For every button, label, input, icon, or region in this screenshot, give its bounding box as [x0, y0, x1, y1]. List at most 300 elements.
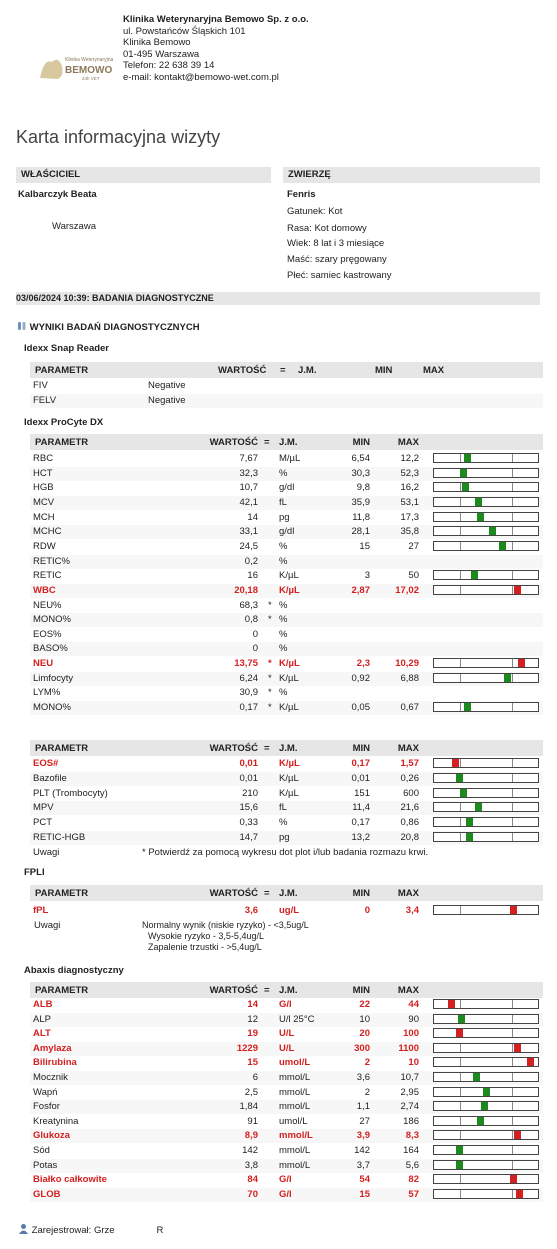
param-unit: K/µL	[279, 673, 299, 684]
range-gauge	[433, 512, 539, 522]
param-name: FELV	[33, 395, 57, 406]
param-name: Białko całkowite	[33, 1174, 107, 1185]
col-eq: =	[264, 743, 270, 754]
param-min: 22	[359, 999, 370, 1010]
section-title: Idexx ProCyte DX	[24, 417, 104, 428]
col-value: WARTOŚĆ	[209, 985, 258, 996]
param-name: FIV	[33, 380, 48, 391]
gauge-marker	[452, 759, 459, 767]
col-max: MAX	[423, 365, 445, 376]
gauge-tick	[512, 1117, 513, 1125]
col-min: MIN	[352, 985, 370, 996]
col-value: WARTOŚĆ	[209, 743, 258, 754]
col-eq: =	[280, 365, 286, 376]
col-max: MAX	[397, 437, 419, 448]
param-value: 15	[247, 1057, 258, 1068]
gauge-tick	[460, 1044, 461, 1052]
gauge-tick	[512, 571, 513, 579]
gauge-tick	[512, 1015, 513, 1023]
param-max: 50	[408, 570, 419, 581]
gauge-tick	[460, 586, 461, 594]
animal-header: ZWIERZĘ	[283, 167, 540, 183]
param-value: 0	[252, 643, 258, 654]
range-gauge	[433, 541, 539, 551]
param-value: 0,8	[244, 614, 258, 625]
clinic-email: e-mail: kontakt@bemowo-wet.com.pl	[123, 71, 279, 83]
param-unit: U/L	[279, 1028, 295, 1039]
param-name: Glukoza	[33, 1130, 70, 1141]
param-min: 2	[364, 1087, 370, 1098]
gauge-marker	[489, 527, 496, 535]
param-unit: K/µL	[279, 585, 300, 596]
col-min: MIN	[352, 888, 370, 899]
gauge-tick	[460, 1000, 461, 1008]
param-unit: G/l	[279, 999, 292, 1010]
param-value: 1,84	[239, 1101, 258, 1112]
param-name: PLT (Trombocyty)	[33, 788, 108, 799]
param-unit: K/µL	[279, 773, 299, 784]
param-unit: mmol/L	[279, 1072, 311, 1083]
param-max: 100	[403, 1028, 419, 1039]
gauge-tick	[512, 789, 513, 797]
gauge-marker	[466, 818, 473, 826]
range-gauge	[433, 788, 539, 798]
param-min: 10	[359, 1014, 370, 1025]
param-unit: fL	[279, 497, 287, 508]
param-max: 5,6	[405, 1160, 419, 1171]
flag-star: *	[268, 658, 272, 669]
flag-star: *	[268, 687, 272, 698]
results-title-text: WYNIKI BADAŃ DIAGNOSTYCZNYCH	[29, 322, 200, 333]
notes-label: Uwagi	[34, 920, 61, 931]
table-header	[30, 885, 543, 901]
param-min: 15	[359, 541, 370, 552]
flag-star: *	[268, 600, 272, 611]
section-title: Idexx Snap Reader	[24, 343, 110, 354]
gauge-tick	[460, 703, 461, 711]
gauge-tick	[512, 1190, 513, 1198]
gauge-marker	[516, 1190, 523, 1198]
param-min: 15	[359, 1189, 370, 1200]
param-unit: pg	[279, 512, 290, 523]
param-name: GLOB	[33, 1189, 61, 1200]
range-gauge	[433, 802, 539, 812]
param-value: 13,75	[234, 658, 258, 669]
gauge-tick	[460, 498, 461, 506]
gauge-marker	[514, 586, 521, 594]
param-min: 11,4	[352, 802, 370, 813]
col-eq: =	[264, 985, 270, 996]
param-value: 16	[247, 570, 258, 581]
range-gauge	[433, 453, 539, 463]
svg-text:24h VET: 24h VET	[82, 76, 100, 81]
gauge-marker	[477, 513, 484, 521]
gauge-marker	[514, 1044, 521, 1052]
table-row	[30, 846, 543, 860]
param-name: ALT	[33, 1028, 51, 1039]
param-min: 54	[359, 1174, 370, 1185]
param-max: 2,74	[400, 1101, 419, 1112]
param-value: 0,2	[244, 556, 258, 567]
param-unit: %	[279, 468, 288, 479]
gauge-marker	[475, 498, 482, 506]
gauge-marker	[464, 454, 471, 462]
param-max: 164	[403, 1145, 419, 1156]
param-min: 13,2	[351, 832, 370, 843]
col-unit: J.M.	[279, 743, 298, 754]
animal-name: Fenris	[287, 189, 316, 200]
note-line: Zapalenie trzustki - >5,4ug/L	[148, 942, 262, 952]
gauge-tick	[460, 1175, 461, 1183]
param-value: 14,7	[239, 832, 258, 843]
param-min: 2,3	[356, 658, 370, 669]
param-unit: mmol/L	[279, 1087, 311, 1098]
param-value: 1229	[236, 1043, 258, 1054]
param-min: 3,6	[356, 1072, 370, 1083]
clinic-street: ul. Powstańców Śląskich 101	[123, 25, 246, 37]
param-name: RETIC-HGB	[33, 832, 86, 843]
param-unit: fL	[279, 802, 287, 813]
param-name: RETIC	[33, 570, 62, 581]
col-min: MIN	[375, 365, 393, 376]
gauge-marker	[510, 906, 517, 914]
param-min: 1,1	[356, 1101, 370, 1112]
gauge-tick	[460, 483, 461, 491]
svg-text:Klinika Weterynaryjna: Klinika Weterynaryjna	[65, 57, 114, 63]
col-unit: J.M.	[279, 985, 298, 996]
param-name: MONO%	[33, 614, 71, 625]
range-gauge	[433, 570, 539, 580]
gauge-marker	[456, 774, 463, 782]
param-min: 3	[364, 570, 370, 581]
range-gauge	[433, 526, 539, 536]
test-tube-icon	[17, 321, 27, 331]
param-max: 3,4	[405, 905, 419, 916]
param-min: 28,1	[351, 526, 370, 537]
range-gauge	[433, 1174, 539, 1184]
registered-by: Zarejestrował: Grze	[31, 1225, 115, 1236]
gauge-tick	[460, 803, 461, 811]
param-value: Negative	[148, 380, 186, 391]
param-value: 91	[247, 1116, 258, 1127]
param-max: 186	[403, 1116, 419, 1127]
param-min: 0,17	[351, 758, 370, 769]
param-unit: g/dl	[279, 526, 295, 537]
param-max: 2,95	[400, 1087, 419, 1098]
param-value: 20,18	[234, 585, 258, 596]
param-name: ALP	[33, 1014, 51, 1025]
clinic-logo-graphic	[38, 52, 120, 82]
param-min: 151	[354, 788, 370, 799]
param-name: NEU%	[33, 600, 62, 611]
param-max: 16,2	[400, 482, 419, 493]
param-name: Kreatynina	[33, 1116, 79, 1127]
gauge-marker	[527, 1058, 534, 1066]
table-row	[30, 555, 543, 569]
param-min: 6,54	[351, 453, 370, 464]
gauge-tick	[460, 1117, 461, 1125]
note-line: Wysokie ryzyko - 3,5-5,4ug/L	[148, 931, 264, 941]
gauge-marker	[514, 1131, 521, 1139]
page-title: Karta informacyjna wizyty	[16, 127, 221, 147]
param-name: Limfocyty	[33, 673, 74, 684]
gauge-tick	[512, 454, 513, 462]
clinic-logo	[38, 52, 120, 82]
param-min: 27	[359, 1116, 370, 1127]
gauge-tick	[460, 527, 461, 535]
param-min: 300	[354, 1043, 370, 1054]
param-unit: umol/L	[279, 1057, 311, 1068]
param-value: Negative	[148, 395, 186, 406]
col-value: WARTOŚĆ	[218, 365, 267, 376]
param-unit: M/µL	[279, 453, 301, 464]
param-value: 0,01	[239, 773, 258, 784]
param-unit: %	[279, 541, 288, 552]
param-name: Fosfor	[33, 1101, 60, 1112]
param-max: 1100	[398, 1043, 419, 1054]
param-value: 15,6	[239, 802, 258, 813]
gauge-tick	[512, 1029, 513, 1037]
gauge-tick	[512, 833, 513, 841]
gauge-tick	[512, 774, 513, 782]
param-value: 42,1	[239, 497, 258, 508]
param-name: ALB	[33, 999, 53, 1010]
gauge-tick	[512, 703, 513, 711]
param-min: 0,05	[351, 702, 370, 713]
gauge-marker	[460, 789, 467, 797]
param-name: Amylaza	[33, 1043, 72, 1054]
range-gauge	[433, 673, 539, 683]
flag-star: *	[268, 673, 272, 684]
param-max: 27	[408, 541, 419, 552]
range-gauge	[433, 1160, 539, 1170]
gauge-tick	[460, 1131, 461, 1139]
param-unit: U/L	[279, 1043, 295, 1054]
param-value: 6	[252, 1072, 258, 1083]
param-max: 21,6	[400, 802, 419, 813]
param-max: 90	[408, 1014, 419, 1025]
table-header	[30, 740, 543, 756]
gauge-tick	[512, 818, 513, 826]
param-name: Uwagi	[33, 847, 60, 858]
param-value: 6,24	[239, 673, 258, 684]
param-min: 35,9	[351, 497, 370, 508]
range-gauge	[433, 482, 539, 492]
gauge-tick	[460, 1058, 461, 1066]
param-min: 0	[364, 905, 370, 916]
param-max: 10,7	[400, 1072, 419, 1083]
gauge-tick	[512, 1161, 513, 1169]
param-min: 142	[354, 1145, 370, 1156]
gauge-tick	[512, 1102, 513, 1110]
param-value: 14	[247, 512, 258, 523]
param-min: 3,9	[356, 1130, 370, 1141]
param-value: 33,1	[239, 526, 258, 537]
gauge-tick	[460, 542, 461, 550]
param-max: 10	[408, 1057, 419, 1068]
param-min: 0,92	[351, 673, 370, 684]
param-name: MCV	[33, 497, 55, 508]
range-gauge	[433, 1101, 539, 1111]
range-gauge	[433, 1130, 539, 1140]
table-row	[30, 613, 543, 627]
col-param: PARAMETR	[35, 743, 89, 754]
gauge-marker	[475, 803, 482, 811]
table-row	[30, 642, 543, 656]
footer-registered	[18, 1223, 163, 1236]
gauge-marker	[448, 1000, 455, 1008]
table-row	[30, 628, 543, 642]
animal-age: Wiek: 8 lat i 3 miesiące	[287, 238, 385, 249]
gauge-marker	[456, 1029, 463, 1037]
param-unit: mmol/L	[279, 1145, 311, 1156]
col-eq: =	[264, 888, 270, 899]
param-unit: K/µL	[279, 702, 299, 713]
gauge-tick	[460, 759, 461, 767]
gauge-tick	[512, 1131, 513, 1139]
gauge-tick	[460, 1073, 461, 1081]
param-max: 0,86	[400, 817, 419, 828]
param-max: 600	[403, 788, 419, 799]
param-name: BASO%	[33, 643, 68, 654]
gauge-tick	[512, 803, 513, 811]
svg-text:BEMOWO: BEMOWO	[65, 65, 113, 76]
gauge-tick	[460, 659, 461, 667]
param-name: fPL	[33, 905, 49, 916]
param-value: 3,6	[244, 905, 258, 916]
range-gauge	[433, 1116, 539, 1126]
gauge-tick	[460, 1190, 461, 1198]
param-min: 0,17	[351, 817, 370, 828]
range-gauge	[433, 832, 539, 842]
param-min: 2,87	[351, 585, 370, 596]
param-value: 3,8	[244, 1160, 258, 1171]
param-name: MPV	[33, 802, 54, 813]
param-unit: %	[279, 629, 288, 640]
gauge-marker	[473, 1073, 480, 1081]
param-name: RETIC%	[33, 556, 70, 567]
param-value: 0	[252, 629, 258, 640]
param-unit: K/µL	[279, 658, 300, 669]
param-value: 32,3	[239, 468, 258, 479]
param-name: MCH	[33, 512, 55, 523]
param-unit: %	[279, 687, 288, 698]
param-unit: K/µL	[279, 788, 299, 799]
param-max: 53,1	[400, 497, 419, 508]
param-unit: %	[279, 817, 288, 828]
param-max: 52,3	[400, 468, 419, 479]
param-unit: mmol/L	[279, 1160, 311, 1171]
table-header	[30, 434, 543, 450]
gauge-tick	[512, 1000, 513, 1008]
param-value: 12	[247, 1014, 258, 1025]
range-gauge	[433, 1072, 539, 1082]
param-min: 2	[364, 1057, 370, 1068]
gauge-tick	[512, 542, 513, 550]
col-min: MIN	[352, 437, 370, 448]
param-name: RDW	[33, 541, 56, 552]
param-max: 35,8	[400, 526, 419, 537]
table-row	[30, 599, 543, 613]
gauge-marker	[464, 703, 471, 711]
param-max: 17,3	[400, 512, 419, 523]
param-name: EOS%	[33, 629, 62, 640]
range-gauge	[433, 1014, 539, 1024]
gauge-tick	[512, 586, 513, 594]
param-name: Bazofile	[33, 773, 67, 784]
gauge-marker	[510, 1175, 517, 1183]
col-max: MAX	[397, 985, 419, 996]
gauge-marker	[466, 833, 473, 841]
param-max: 1,57	[400, 758, 419, 769]
gauge-tick	[512, 1073, 513, 1081]
range-gauge	[433, 702, 539, 712]
param-max: 8,3	[405, 1130, 419, 1141]
param-min: 0,01	[351, 773, 370, 784]
flag-star: *	[268, 614, 272, 625]
gauge-tick	[512, 1088, 513, 1096]
gauge-marker	[460, 469, 467, 477]
param-max: 82	[408, 1174, 419, 1185]
param-unit: K/µL	[279, 758, 300, 769]
param-name: Sód	[33, 1145, 50, 1156]
gauge-tick	[460, 906, 461, 914]
param-unit: mmol/L	[279, 1101, 311, 1112]
range-gauge	[433, 497, 539, 507]
gauge-tick	[460, 571, 461, 579]
gauge-tick	[460, 454, 461, 462]
range-gauge	[433, 468, 539, 478]
table-header	[30, 982, 543, 998]
param-unit: pg	[279, 832, 290, 843]
param-value: 19	[247, 1028, 258, 1039]
param-unit: K/µL	[279, 570, 299, 581]
table-row	[30, 394, 543, 408]
param-value: 14	[247, 999, 258, 1010]
range-gauge	[433, 758, 539, 768]
param-max: 0,67	[400, 702, 419, 713]
param-unit: umol/L	[279, 1116, 308, 1127]
param-unit: %	[279, 600, 288, 611]
col-max: MAX	[397, 743, 419, 754]
col-eq: =	[264, 437, 270, 448]
gauge-tick	[460, 818, 461, 826]
param-unit: %	[279, 614, 288, 625]
param-unit: U/l 25°C	[279, 1014, 315, 1025]
gauge-tick	[460, 1102, 461, 1110]
table-row	[30, 686, 543, 700]
gauge-tick	[512, 483, 513, 491]
param-max: 0,26	[400, 773, 419, 784]
param-name: LYM%	[33, 687, 61, 698]
param-max: 12,2	[400, 453, 419, 464]
param-value: 8,9	[244, 1130, 258, 1141]
owner-header: WŁAŚCICIEL	[16, 167, 271, 183]
owner-name: Kalbarczyk Beata	[18, 189, 97, 200]
gauge-tick	[512, 498, 513, 506]
range-gauge	[433, 1057, 539, 1067]
clinic-name: Klinika Weterynaryjna Bemowo Sp. z o.o.	[123, 14, 309, 25]
param-name: PCT	[33, 817, 52, 828]
range-gauge	[433, 1189, 539, 1199]
clinic-info	[123, 14, 309, 83]
param-name: NEU	[33, 658, 54, 669]
gauge-marker	[456, 1161, 463, 1169]
gauge-tick	[512, 1146, 513, 1154]
col-param: PARAMETR	[35, 365, 89, 376]
range-gauge	[433, 817, 539, 827]
param-value: 68,3	[239, 600, 258, 611]
